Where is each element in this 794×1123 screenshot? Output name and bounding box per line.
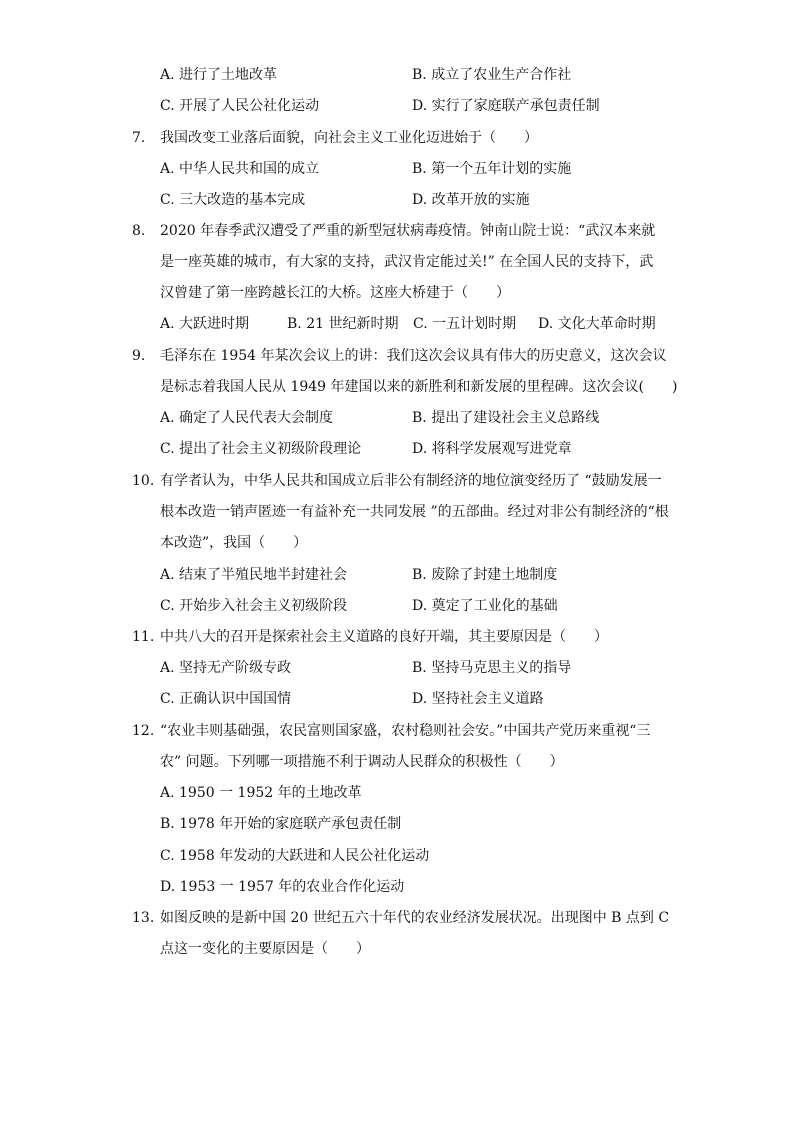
- q12-option-d[interactable]: D. 1953 一 1957 年的农业合作化运动: [160, 879, 405, 895]
- q10-options-row-2: [0, 595, 794, 617]
- q9-stem-line-1: 毛泽东在 1954 年某次会议上的讲：我们这次会议具有伟大的历史意义，这次会议: [160, 348, 667, 364]
- q11-stem-line: 中共八大的召开是探索社会主义道路的良好开端，其主要原因是（ ）: [160, 629, 608, 645]
- q10-stem: [0, 470, 794, 492]
- q9-option-b[interactable]: B. 提出了建设社会主义总路线: [412, 410, 600, 426]
- q11-option-b[interactable]: B. 坚持马克思主义的指导: [412, 660, 572, 676]
- q8-number: 8.: [132, 223, 146, 239]
- q12-option-row-c: [0, 845, 794, 867]
- q12-stem-line-2: 农” 问题。下列哪一项措施不利于调动人民群众的积极性（ ）: [160, 754, 564, 770]
- q12-option-row-b: [0, 813, 794, 835]
- q9-stem-cont: [0, 376, 794, 398]
- q7-options-row-1: [0, 158, 794, 180]
- q12-option-c[interactable]: C. 1958 年发动的大跃进和人民公社化运动: [160, 848, 430, 864]
- q8-option-b[interactable]: B. 21 世纪新时期: [287, 316, 399, 332]
- q11-number: 11.: [132, 629, 155, 645]
- q7-number: 7.: [132, 130, 146, 146]
- q9-option-c[interactable]: C. 提出了社会主义初级阶段理论: [160, 441, 362, 457]
- q12-stem-cont: [0, 751, 794, 773]
- q9-option-d[interactable]: D. 将科学发展观写进党章: [412, 441, 572, 457]
- q9-option-a[interactable]: A. 确定了人民代表大会制度: [160, 410, 334, 426]
- q11-option-a[interactable]: A. 坚持无产阶级专政: [160, 660, 292, 676]
- q8-stem: [0, 220, 794, 242]
- q6-option-a[interactable]: A. 进行了土地改革: [160, 67, 278, 83]
- q6-options-row-2: [0, 95, 794, 117]
- q7-option-a[interactable]: A. 中华人民共和国的成立: [160, 161, 320, 177]
- q7-option-d[interactable]: D. 改革开放的实施: [412, 192, 530, 208]
- q13-stem: [0, 907, 794, 929]
- q8-stem-line-3: 汉曾建了第一座跨越长江的大桥。这座大桥建于（ ）: [160, 285, 510, 301]
- q9-number: 9.: [132, 348, 146, 364]
- q8-stem-cont-1: [0, 251, 794, 273]
- q11-option-d[interactable]: D. 坚持社会主义道路: [412, 691, 544, 707]
- q8-stem-line-2: 是一座英雄的城市，有大家的支持，武汉肯定能过关!” 在全国人民的支持下，武: [160, 254, 654, 270]
- q12-stem: [0, 720, 794, 742]
- q10-option-b[interactable]: B. 废除了封建土地制度: [412, 567, 558, 583]
- q6-option-d[interactable]: D. 实行了家庭联产承包责任制: [412, 98, 600, 114]
- q9-stem-line-2: 是标志着我国人民从 1949 年建国以来的新胜利和新发展的里程碑。这次会议( ): [160, 379, 678, 395]
- q10-option-d[interactable]: D. 奠定了工业化的基础: [412, 598, 558, 614]
- q13-stem-line-1: 如图反映的是新中国 20 世纪五六十年代的农业经济发展状况。出现图中 B 点到 C: [160, 910, 670, 926]
- q12-number: 12.: [132, 723, 155, 739]
- q8-option-c[interactable]: C. 一五计划时期: [413, 316, 517, 332]
- q7-stem-line: 我国改变工业落后面貌，向社会主义工业化迈进始于（ ）: [160, 130, 538, 146]
- q8-options-row: [0, 313, 794, 335]
- q7-options-row-2: [0, 189, 794, 211]
- q12-option-a[interactable]: A. 1950 一 1952 年的土地改革: [160, 785, 362, 801]
- q10-number: 10.: [132, 473, 155, 489]
- q12-option-b[interactable]: B. 1978 年开始的家庭联产承包责任制: [160, 816, 402, 832]
- q10-stem-cont-2: [0, 532, 794, 554]
- q10-stem-line-2: 根本改造一销声匿迹一有益补充一共同发展 ”的五部曲。经过对非公有制经济的“根: [160, 504, 669, 520]
- q6-options-row-1: [0, 64, 794, 86]
- q11-options-row-1: [0, 657, 794, 679]
- q10-stem-cont-1: [0, 501, 794, 523]
- q10-option-c[interactable]: C. 开始步入社会主义初级阶段: [160, 598, 348, 614]
- q12-stem-line-1: “农业丰则基础强，农民富则国家盛，农村稳则社会安。”中国共产党历来重视“三: [160, 723, 651, 739]
- q13-stem-cont: [0, 938, 794, 960]
- q10-options-row-1: [0, 564, 794, 586]
- q12-option-row-a: [0, 782, 794, 804]
- q11-option-c[interactable]: C. 正确认识中国国情: [160, 691, 292, 707]
- q8-stem-line-1: 2020 年春季武汉遭受了严重的新型冠状病毒疫情。钟南山院士说：“武汉本来就: [160, 223, 656, 239]
- q12-option-row-d: [0, 876, 794, 898]
- q10-stem-line-3: 本改造”，我国（ ）: [160, 535, 308, 551]
- q9-options-row-1: [0, 407, 794, 429]
- q7-stem: [0, 127, 794, 149]
- q7-option-c[interactable]: C. 三大改造的基本完成: [160, 192, 306, 208]
- q10-stem-line-1: 有学者认为，中华人民共和国成立后非公有制经济的地位演变经历了 “鼓励发展一: [160, 473, 662, 489]
- q13-number: 13.: [132, 910, 155, 926]
- q8-stem-cont-2: [0, 282, 794, 304]
- q9-stem: [0, 345, 794, 367]
- q6-option-b[interactable]: B. 成立了农业生产合作社: [412, 67, 572, 83]
- q10-option-a[interactable]: A. 结束了半殖民地半封建社会: [160, 567, 348, 583]
- q11-options-row-2: [0, 688, 794, 710]
- q11-stem: [0, 626, 794, 648]
- q13-stem-line-2: 点这一变化的主要原因是（ ）: [160, 941, 370, 957]
- q9-options-row-2: [0, 438, 794, 460]
- q7-option-b[interactable]: B. 第一个五年计划的实施: [412, 161, 572, 177]
- q8-option-d[interactable]: D. 文化大革命时期: [538, 316, 656, 332]
- q6-option-c[interactable]: C. 开展了人民公社化运动: [160, 98, 320, 114]
- q8-option-a[interactable]: A. 大跃进时期: [160, 316, 250, 332]
